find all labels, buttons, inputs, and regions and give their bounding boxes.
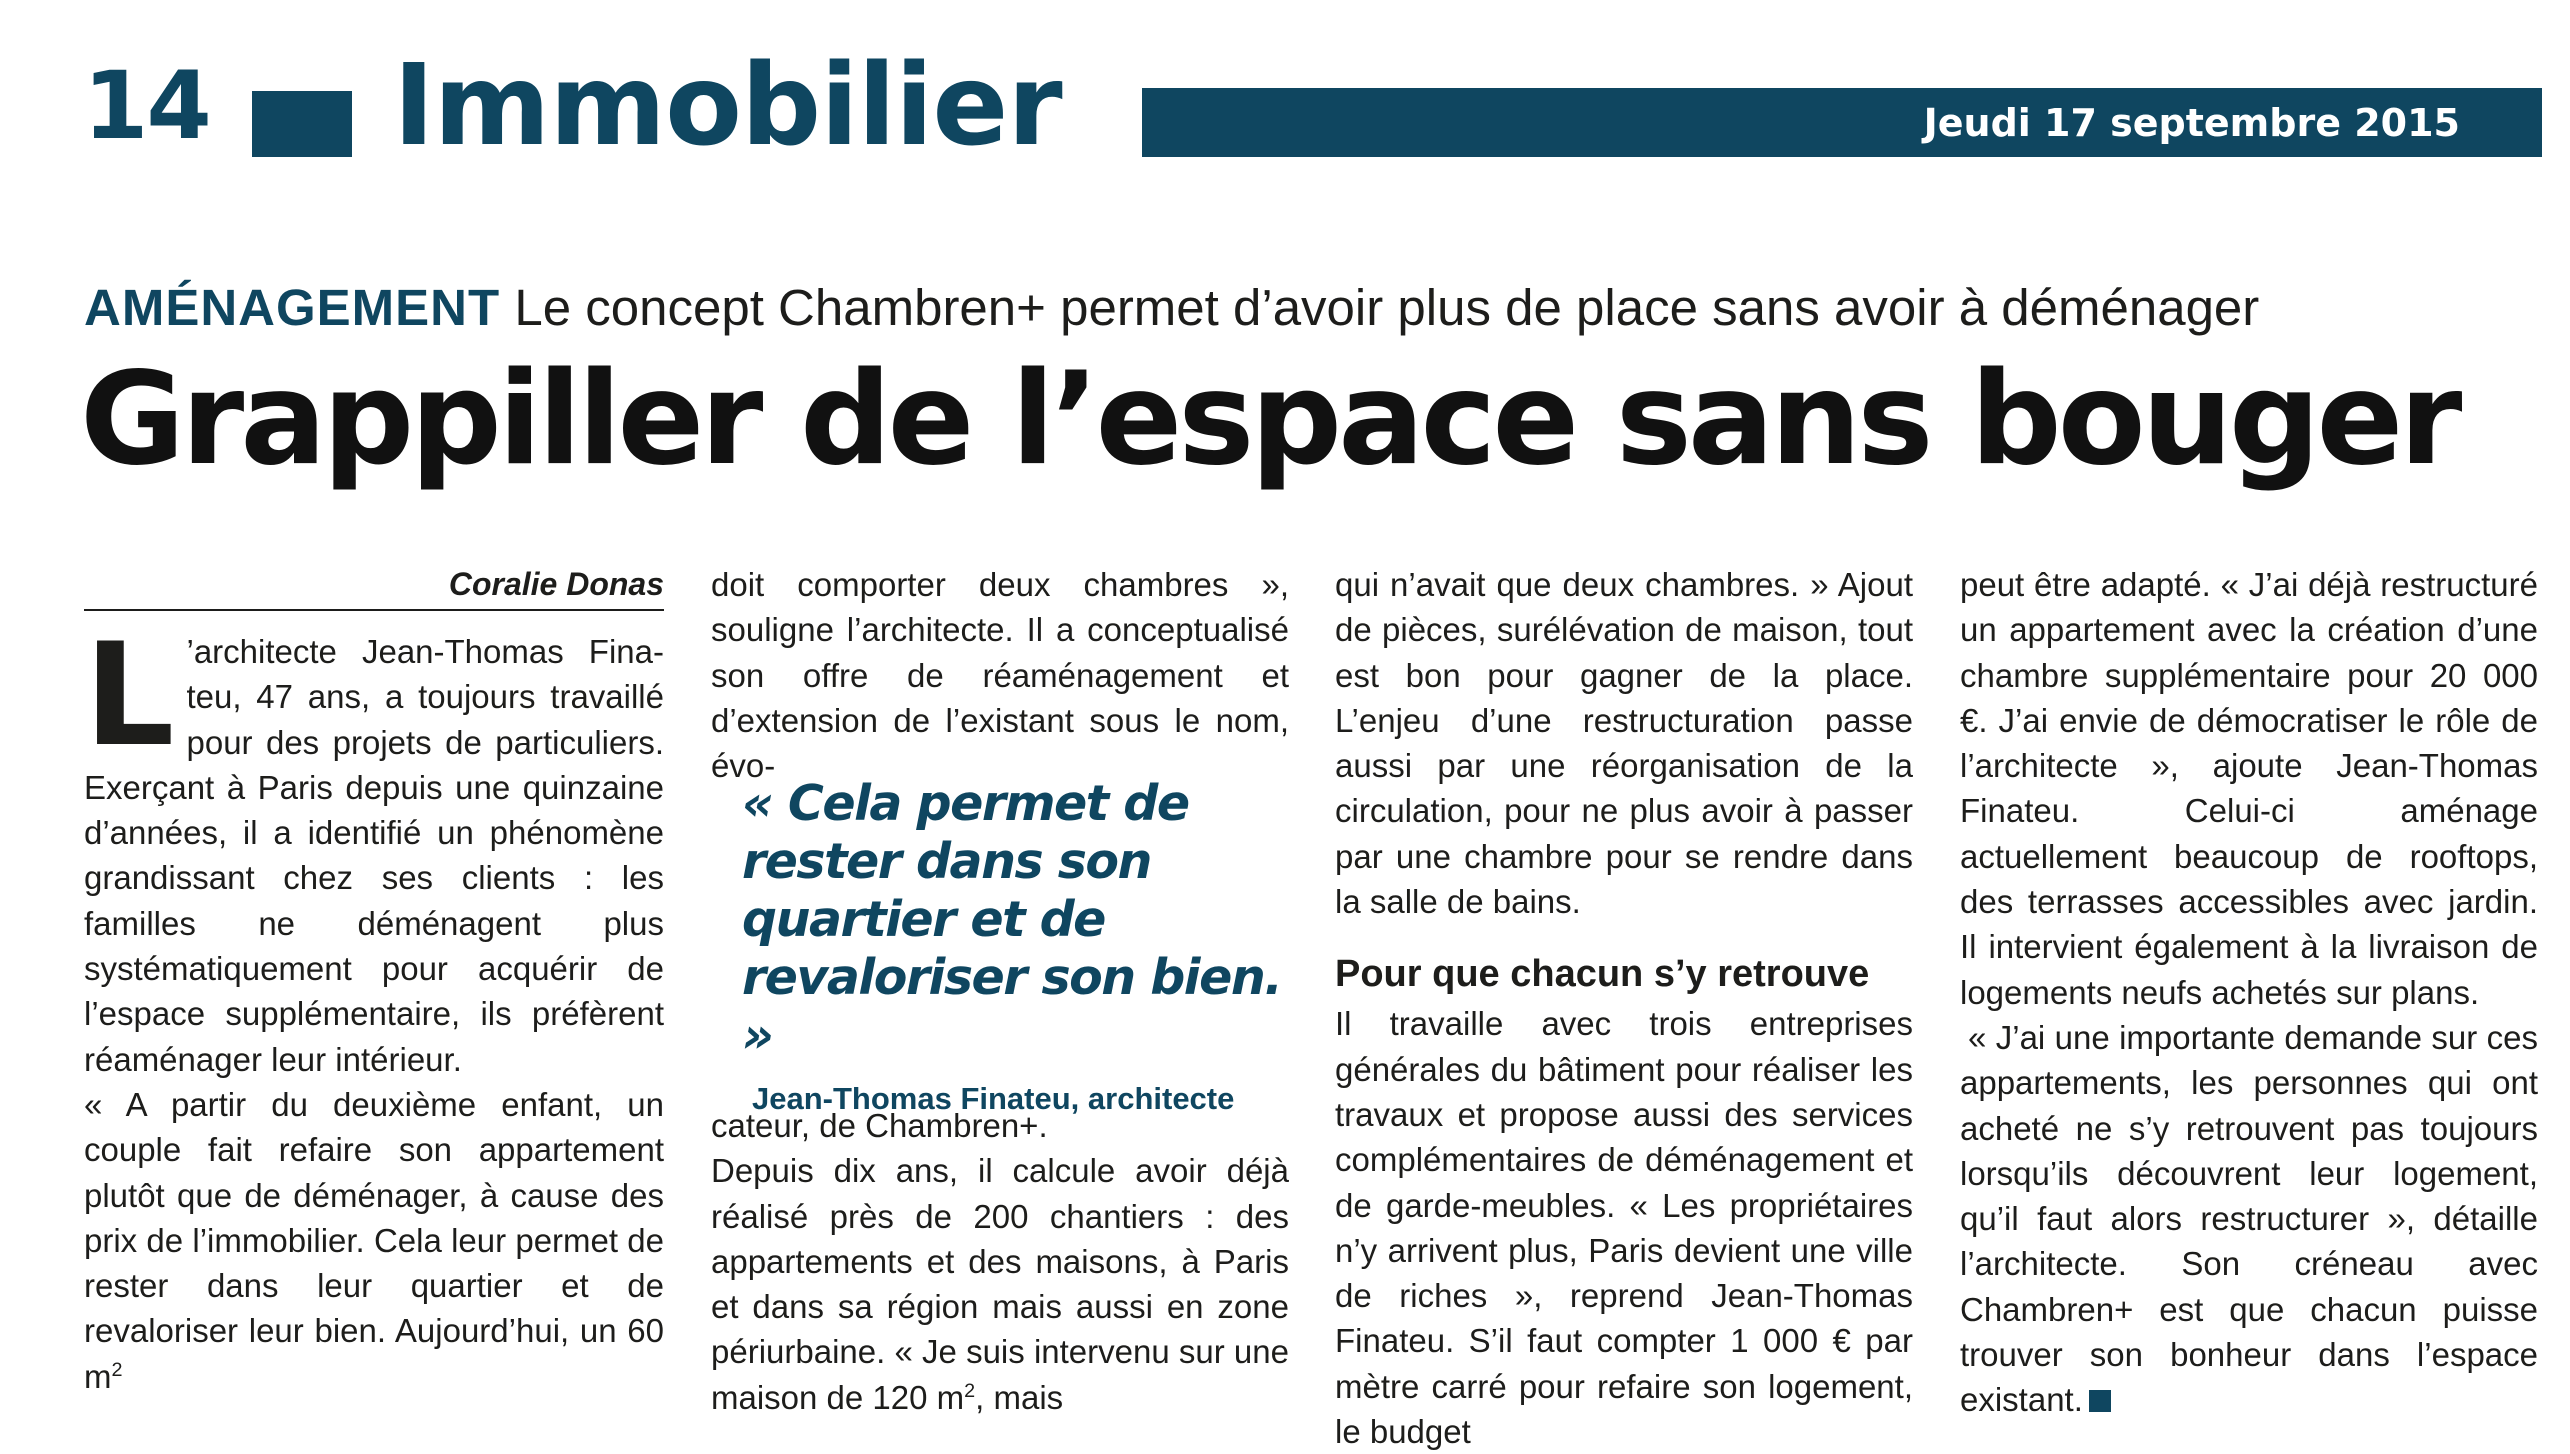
lead-line: ’architecte Jean-Thomas Fina- bbox=[186, 633, 664, 670]
paragraph bbox=[84, 1082, 664, 1399]
paragraph-text: Depuis dix ans, il calcule avoir déjà réalisé près de 200 chantiers : des appartements et des maisons, à Paris et dans sa région mais aussi en zone périurbaine. « Je suis intervenu sur une maison de 120 m bbox=[711, 1152, 1289, 1416]
paragraph-text: « A partir du deuxième enfant, un couple fait refaire son appartement plutôt que de déménager, à cause des prix de l’immobilier. Cela leur permet de rester dans leur quartier et de revaloriser leur bien. Aujourd’hui, un 60 m bbox=[84, 1085, 664, 1395]
pull-quote-text: « Cela permet de rester dans son quartier et de revaloriser son bien. » bbox=[742, 775, 1282, 1064]
date-bar bbox=[1142, 88, 2542, 157]
pull-quote-author: Jean-Thomas Finateu, architecte bbox=[752, 1081, 1235, 1116]
paragraph-text: « J’ai une importante demande sur ces appartements, les personnes qui ont acheté ne s’y retrouvent pas toujours lorsqu’ils découvrent leur logement, qu’il faut alors restructurer », détaille l’architecte. Son créneau avec Chambren+ est que chacun puisse trouver son bonheur dans l’espace existant. bbox=[1960, 1018, 2538, 1419]
paragraph: peut être adapté. « J’ai déjà restructuré un appartement avec la création d’une chambre supplémentaire pour 20 000 €. J’ai envie de démocratiser le rôle de l’architecte », ajoute Jean-Thomas Finateu. Celui-ci aménage actuellement beaucoup de rooftops, des terrasses accessibles avec jardin. Il intervient également à la livraison de logements neufs achetés sur plans. bbox=[1960, 566, 2538, 1011]
paragraph: cateur, de Chambren+. bbox=[711, 1107, 1048, 1144]
page-number: 14 bbox=[83, 52, 210, 161]
section-marker-square bbox=[252, 91, 352, 157]
superscript: 2 bbox=[964, 1379, 976, 1402]
article-column-2-top bbox=[711, 562, 1289, 788]
pull-quote bbox=[742, 775, 1282, 1117]
subheading: Pour que chacun s’y retrouve bbox=[1335, 953, 1870, 996]
lead-line: teu, 47 ans, a toujours travaillé bbox=[186, 678, 664, 716]
section-title: Immobilier bbox=[393, 41, 1062, 171]
article-column-1 bbox=[84, 562, 664, 1399]
lead-line: pour des projets de particuliers. bbox=[186, 723, 664, 761]
paragraph: Exerçant à Paris depuis une quinzaine d’années, il a identifié un phénomène grandissant chez ses clients : les familles ne déménagent plus systématiquement pour acquérir de l’espace supplémentaire, ils préfèrent réaménager leur intérieur. bbox=[84, 768, 664, 1078]
paragraph bbox=[711, 1148, 1289, 1420]
kicker-label: AMÉNAGEMENT bbox=[84, 279, 501, 336]
kicker-text: Le concept Chambren+ permet d’avoir plus de place sans avoir à déménager bbox=[500, 279, 2260, 336]
paragraph-text: , mais bbox=[975, 1378, 1064, 1416]
article-column-2-bottom bbox=[711, 1103, 1289, 1420]
headline: Grappiller de l’espace sans bouger bbox=[80, 345, 2459, 494]
kicker bbox=[84, 278, 2259, 337]
end-of-article-mark bbox=[2089, 1390, 2111, 1412]
paragraph: qui n’avait que deux chambres. » Ajout de pièces, surélévation de maison, tout est bon pour gagner de la place. L’enjeu d’une restructuration passe aussi par une réorganisation de la circulation, pour ne plus avoir à passer par une chambre pour se rendre dans la salle de bains. bbox=[1335, 566, 1913, 921]
article-column-3 bbox=[1335, 562, 1913, 1454]
byline: Coralie Donas bbox=[84, 562, 664, 611]
issue-date: Jeudi 17 septembre 2015 bbox=[1923, 101, 2460, 145]
superscript: 2 bbox=[111, 1358, 123, 1381]
dropcap: L bbox=[84, 613, 175, 778]
paragraph: Il travaille avec trois entreprises générales du bâtiment pour réaliser les travaux et propose aussi des services complémentaires de déménagement et de garde-meubles. « Les propriétaires n’y arrivent plus, Paris devient une ville de riches », reprend Jean-Thomas Finateu. S’il faut compter 1 000 € par mètre carré pour refaire son logement, le budget bbox=[1335, 1005, 1913, 1451]
paragraph bbox=[1960, 1015, 2538, 1423]
paragraph: doit comporter deux chambres », souligne l’architecte. Il a conceptualisé son offre de réaménagement et d’extension de l’existant sous le nom, évo- bbox=[711, 566, 1289, 785]
article-column-4 bbox=[1960, 562, 2538, 1423]
